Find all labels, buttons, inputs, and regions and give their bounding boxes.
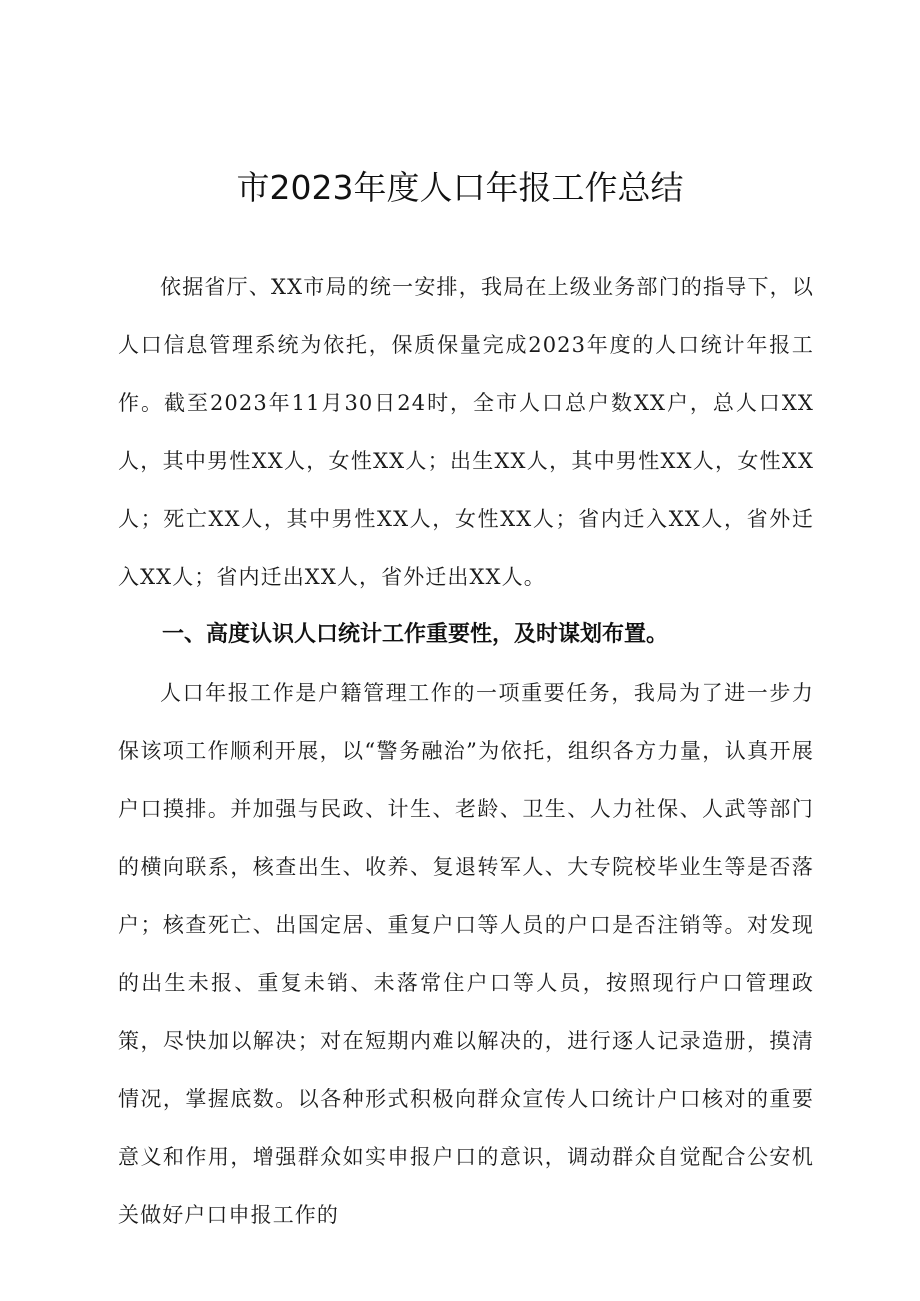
- document-body: [118, 258, 814, 1244]
- paragraph-work-measures: 人口年报工作是户籍管理工作的一项重要任务，我局为了进一步力保该项工作顺利开展，以“警务融治”为依托，组织各方力量，认真开展户口摸排。并加强与民政、计生、老龄、卫生、人力社保、人武等部门的横向联系，核查出生、收养、复退转军人、大专院校毕业生等是否落户；核查死亡、出国定居、重复户口等人员的户口是否注销等。对发现的出生未报、重复未销、未落常住户口等人员，按照现行户口管理政策，尽快加以解决；对在短期内难以解决的，进行逐人记录造册，摸清情况，掌握底数。以各种形式积极向群众宣传人口统计户口核对的重要意义和作用，增强群众如实申报户口的意识，调动群众自觉配合公安机关做好户口申报工作的: [118, 681, 814, 1227]
- paragraph-population-summary: 依据省厅、XX市局的统一安排，我局在上级业务部门的指导下，以人口信息管理系统为依托，保质保量完成2023年度的人口统计年报工作。截至2023年11月30日24时，全市人口总户数XX户，总人口XX人，其中男性XX人，女性XX人；出生XX人，其中男性XX人，女性XX人；死亡XX人，其中男性XX人，女性XX人；省内迁入XX人，省外迁入XX人；省内迁出XX人，省外迁出XX人。: [118, 275, 814, 589]
- document-title: 市2023年度人口年报工作总结: [236, 168, 684, 207]
- section-heading-1: 一、高度认识人口统计工作重要性，及时谋划布置。: [162, 622, 669, 647]
